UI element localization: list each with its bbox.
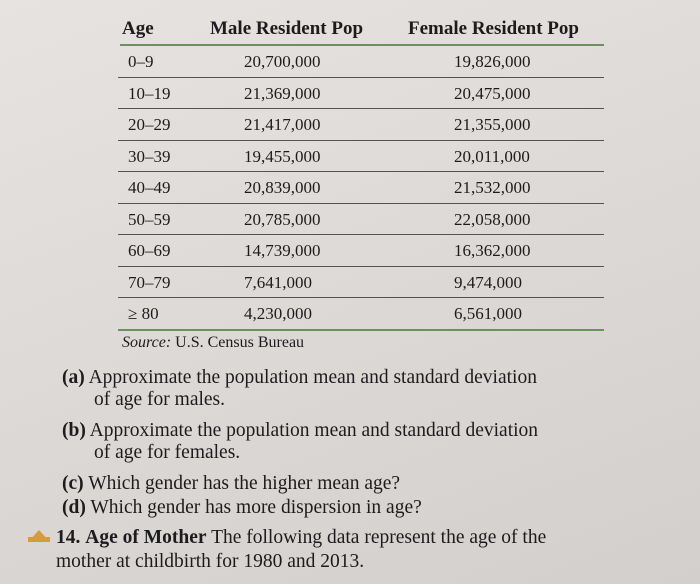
female-pop-cell: 9,474,000 [454, 272, 522, 292]
table-row [118, 78, 604, 110]
male-pop-cell: 21,369,000 [244, 83, 321, 103]
source-text: U.S. Census Bureau [175, 334, 305, 351]
age-cell: ≥ 80 [128, 304, 159, 323]
male-pop-cell: 20,839,000 [244, 178, 321, 197]
question-c [62, 473, 400, 495]
female-pop-cell: 21,355,000 [454, 115, 531, 134]
female-pop-cell: 20,011,000 [454, 146, 530, 166]
table-row [118, 109, 604, 141]
question-text: Approximate the population mean and standard deviation [89, 420, 539, 441]
exercise-marker-icon [28, 528, 50, 542]
table-row [118, 141, 604, 173]
male-pop-cell: 20,700,000 [244, 52, 321, 71]
table-row [118, 298, 604, 331]
question-text: Which gender has the higher mean age? [88, 473, 401, 494]
table-header [118, 12, 604, 46]
population-table [118, 12, 604, 331]
male-pop-cell: 20,785,000 [244, 209, 321, 229]
male-pop-cell: 7,641,000 [244, 272, 312, 292]
age-cell: 50–59 [128, 209, 171, 229]
female-pop-cell: 22,058,000 [454, 209, 531, 229]
problem-14 [56, 526, 546, 574]
problem-text-cont: mother at childbirth for 1980 and 2013. [56, 551, 365, 572]
problem-title: Age of Mother [85, 527, 207, 548]
header-female-pop: Female Resident Pop [408, 18, 579, 39]
age-cell: 30–39 [128, 146, 171, 166]
male-pop-cell: 21,417,000 [244, 115, 321, 134]
female-pop-cell: 19,826,000 [454, 52, 531, 71]
source-note [122, 334, 304, 352]
question-b [62, 420, 538, 464]
question-a [62, 367, 537, 411]
question-letter: (d) [62, 497, 86, 518]
age-cell: 70–79 [128, 272, 171, 292]
female-pop-cell: 16,362,000 [454, 241, 531, 260]
female-pop-cell: 21,532,000 [454, 178, 531, 197]
female-pop-cell: 20,475,000 [454, 83, 531, 103]
question-text-cont: of age for females. [94, 442, 241, 463]
male-pop-cell: 19,455,000 [244, 146, 321, 166]
source-label: Source: [122, 334, 172, 351]
problem-text: The following data represent the age of the [211, 527, 547, 548]
question-letter: (a) [62, 367, 85, 388]
age-cell: 10–19 [128, 83, 171, 103]
table-row [118, 172, 604, 204]
age-cell: 60–69 [128, 241, 171, 260]
problem-number: 14. [56, 527, 81, 548]
question-d [62, 497, 422, 519]
female-pop-cell: 6,561,000 [454, 304, 522, 323]
table-row [118, 235, 604, 267]
age-cell: 0–9 [128, 52, 154, 71]
age-cell: 20–29 [128, 115, 171, 134]
question-letter: (c) [62, 473, 84, 494]
table-row [118, 204, 604, 236]
age-cell: 40–49 [128, 178, 171, 197]
question-text: Approximate the population mean and standard deviation [88, 367, 537, 388]
table-row [118, 267, 604, 299]
header-age: Age [122, 18, 154, 39]
question-text-cont: of age for males. [94, 389, 226, 410]
question-text: Which gender has more dispersion in age? [90, 497, 422, 518]
male-pop-cell: 14,739,000 [244, 241, 321, 260]
question-letter: (b) [62, 420, 86, 441]
table-row [118, 46, 604, 78]
header-male-pop: Male Resident Pop [210, 18, 364, 39]
male-pop-cell: 4,230,000 [244, 304, 312, 323]
